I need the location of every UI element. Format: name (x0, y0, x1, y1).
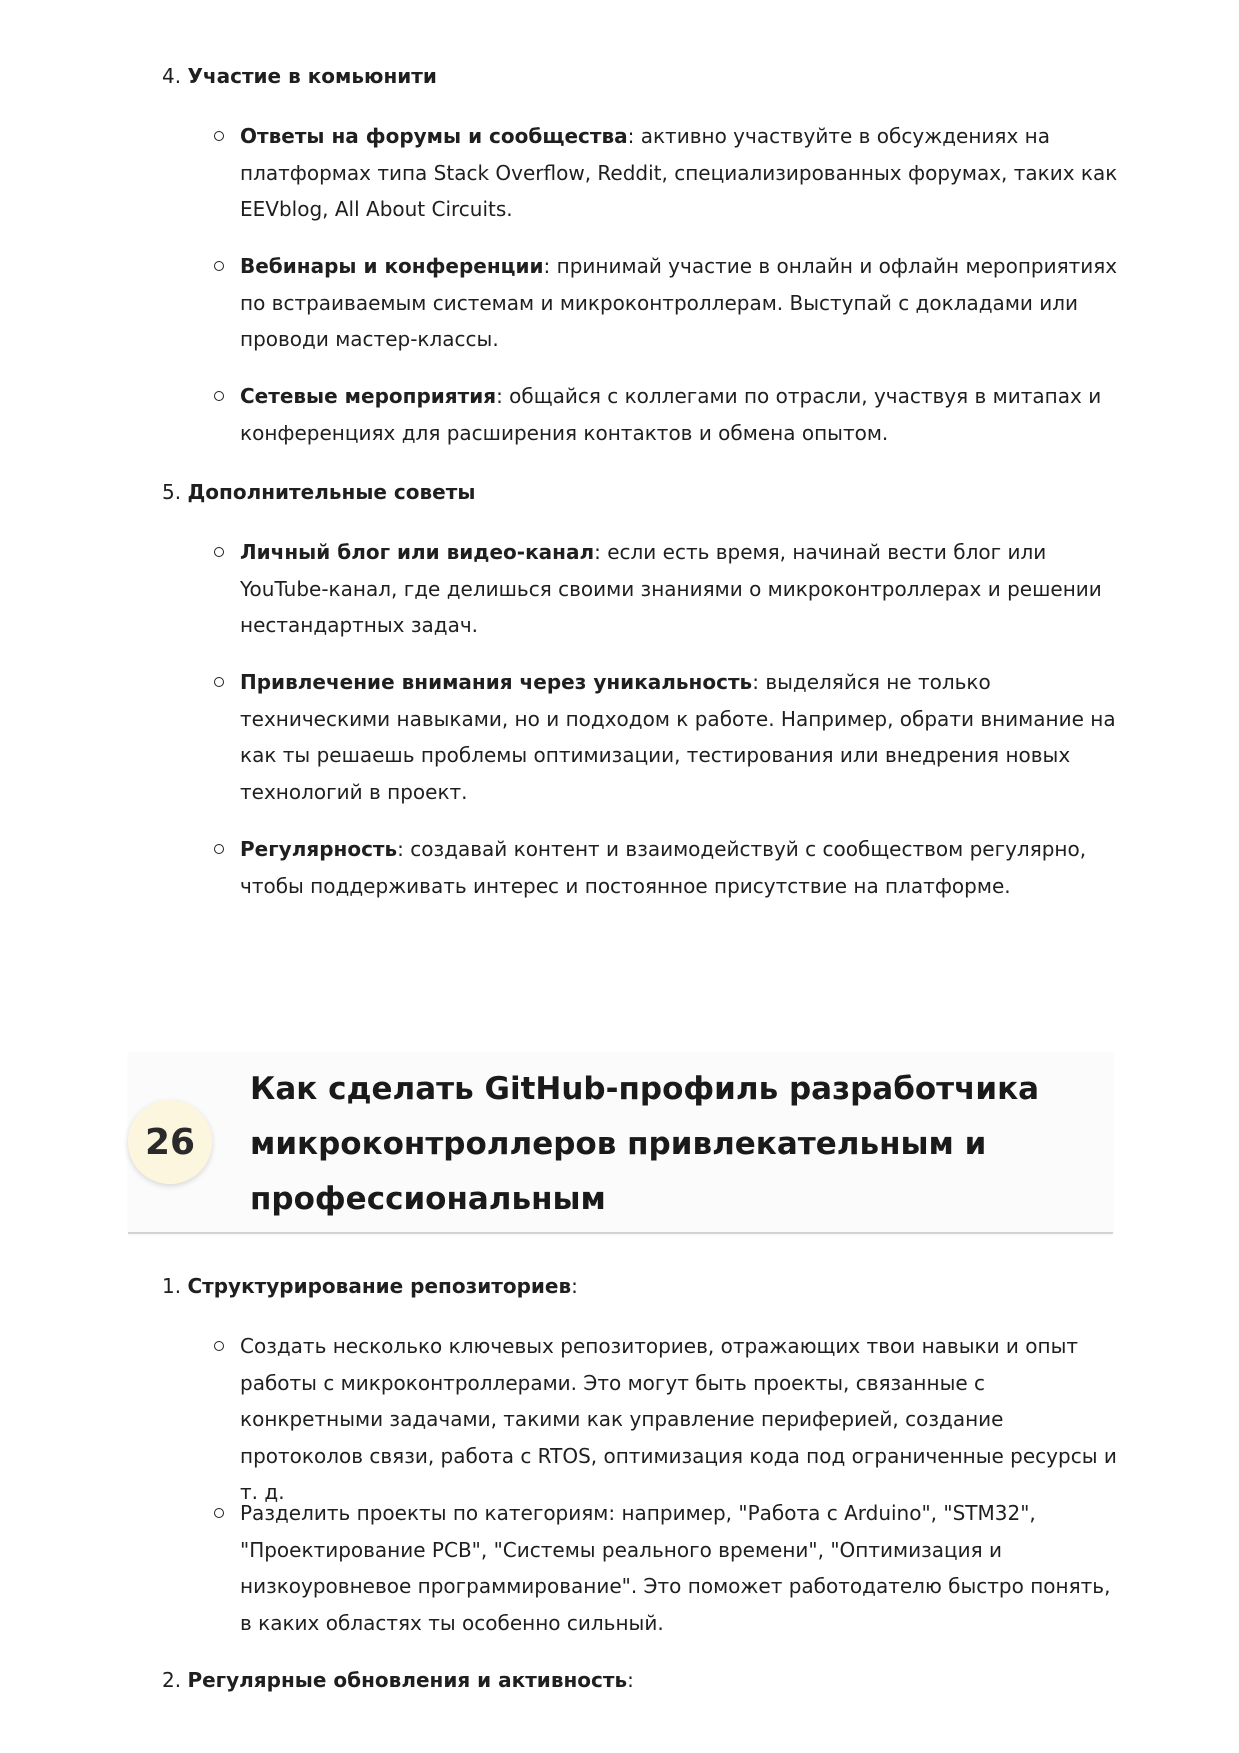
list-item-title: Участие в комьюнити (187, 64, 437, 88)
list-item-1 (162, 1268, 578, 1304)
list-number: 4. (162, 64, 182, 88)
circle-bullet-icon (214, 547, 224, 557)
list-item-suffix: : (571, 1274, 578, 1298)
sub-item-text: Создать несколько ключевых репозиториев, отражающих твои навыки и опыт работы с микроконтроллерами. Это могут быть проекты, связанные с конкретными задачами, такими как управление периферией, создание протоколов связи, работа с RTOS, оптимизация кода под ограниченные ресурсы и т. д. (240, 1334, 1117, 1504)
circle-bullet-icon (214, 1341, 224, 1351)
sub-item-bold: Сетевые мероприятия (240, 384, 497, 408)
sub-item-text: : принимай участие в онлайн и офлайн мероприятиях по встраиваемым системам и микроконтроллерам. Выступай с докладами или проводи мастер-классы. (240, 254, 1118, 351)
circle-bullet-icon (214, 844, 224, 854)
sub-item-regularity (240, 831, 1120, 904)
list-item-2 (162, 1662, 634, 1698)
sub-item-categories (240, 1495, 1120, 1641)
sub-item-bold: Регулярность (240, 837, 398, 861)
sub-item-networking (240, 378, 1120, 451)
sub-item-uniqueness (240, 664, 1120, 810)
sub-item-text: Разделить проекты по категориям: например, "Работа с Arduino", "STM32", "Проектирование PCB", "Системы реального времени", "Оптимизация и низкоуровневое программирование". Это поможет работодателю быстро понять, в каких областях ты особенно сильный. (240, 1501, 1111, 1635)
list-item-5 (162, 474, 475, 510)
sub-item-bold: Привлечение внимания через уникальность (240, 670, 753, 694)
circle-bullet-icon (214, 261, 224, 271)
sub-item-forums (240, 118, 1120, 228)
sub-item-webinars (240, 248, 1120, 358)
list-item-title: Структурирование репозиториев (187, 1274, 572, 1298)
sub-item-text: : создавай контент и взаимодействуй с сообществом регулярно, чтобы поддерживать интерес и постоянное присутствие на платформе. (240, 837, 1087, 898)
circle-bullet-icon (214, 131, 224, 141)
sub-item-text: : если есть время, начинай вести блог или YouTube-канал, где делишься своими знаниями о микроконтроллерах и решении нестандартных задач. (240, 540, 1102, 637)
list-item-suffix: : (627, 1668, 634, 1692)
chapter-title: Как сделать GitHub-профиль разработчика микроконтроллеров привлекательным и профессиональным (250, 1071, 1040, 1217)
list-item-title: Регулярные обновления и активность (187, 1668, 628, 1692)
list-item-title: Дополнительные советы (187, 480, 476, 504)
sub-item-bold: Ответы на форумы и сообщества (240, 124, 628, 148)
sub-item-bold: Вебинары и конференции (240, 254, 544, 278)
list-item-4 (162, 58, 437, 94)
circle-bullet-icon (214, 391, 224, 401)
chapter-heading (128, 1052, 1113, 1234)
sub-item-text: : активно участвуйте в обсуждениях на платформах типа Stack Overflow, Reddit, специализированных форумах, таких как EEVblog, All About Circuits. (240, 124, 1118, 221)
sub-item-text: : выделяйся не только техническими навыками, но и подходом к работе. Например, обрати внимание на как ты решаешь проблемы оптимизации, тестирования или внедрения новых технологий в проект. (240, 670, 1116, 804)
list-number: 2. (162, 1668, 182, 1692)
circle-bullet-icon (214, 1508, 224, 1518)
sub-item-key-repos (240, 1328, 1120, 1511)
sub-item-bold: Личный блог или видео-канал (240, 540, 595, 564)
sub-item-blog (240, 534, 1120, 644)
sub-item-text: : общайся с коллегами по отрасли, участвуя в митапах и конференциях для расширения контактов и обмена опытом. (240, 384, 1102, 445)
chapter-number-badge: 26 (128, 1100, 212, 1184)
list-number: 1. (162, 1274, 182, 1298)
circle-bullet-icon (214, 677, 224, 687)
list-number: 5. (162, 480, 182, 504)
